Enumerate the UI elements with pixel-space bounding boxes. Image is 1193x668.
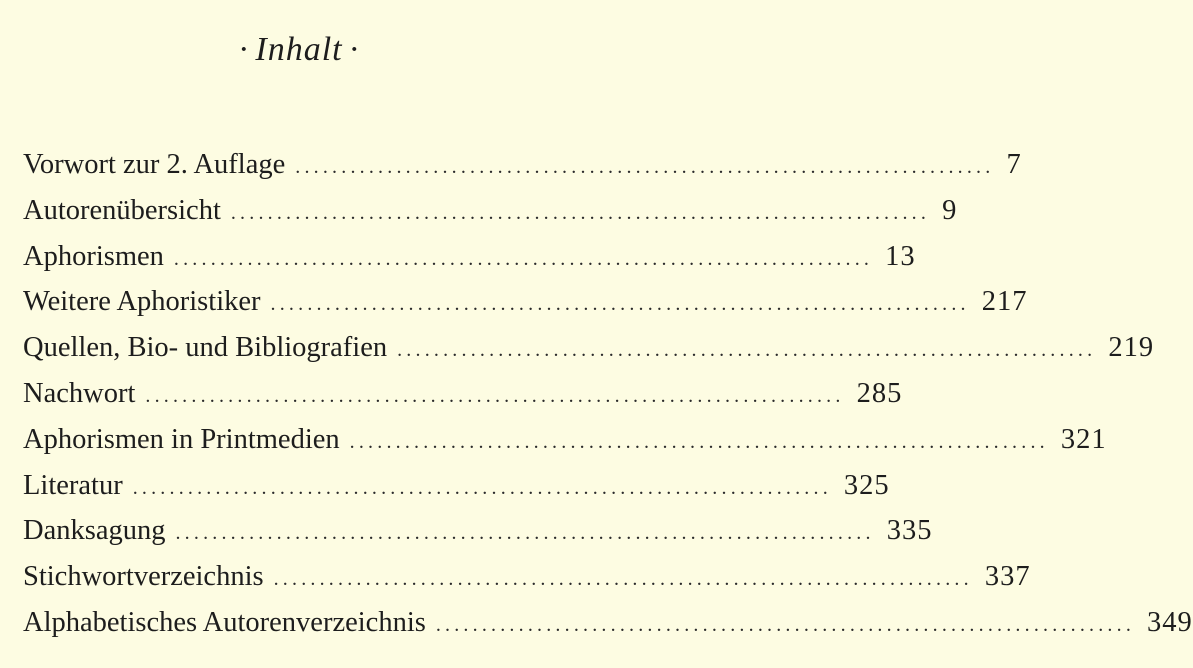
toc-entry-page: 7 [1006,149,1022,180]
dot-leader: ............................................................................ [273,568,973,591]
dot-leader: ............................................................................ [435,613,1136,636]
toc-entry-label: Weitere Aphoristiker [23,286,261,318]
dot-leader: ............................................................................ [173,247,874,270]
heading-ornament-left: · [238,31,250,68]
toc-entry-page: 321 [1060,423,1107,455]
toc-entry-page: 217 [981,286,1028,318]
page-title [0,28,598,72]
heading-title: Inhalt [255,31,343,68]
toc-entry-vorwort[interactable] [23,142,1022,188]
toc-entry-literatur[interactable] [23,463,890,509]
heading-ornament-right: · [348,31,360,68]
toc-entry-nachwort[interactable] [23,371,903,417]
toc-entry-page: 335 [886,515,933,547]
toc-entry-label: Aphorismen [23,240,164,272]
toc-entry-danksagung[interactable] [23,508,933,554]
dot-leader: ............................................................................ [132,476,832,499]
toc-entry-label: Vorwort zur 2. Auflage [23,149,286,180]
dot-leader: ............................................................................ [349,430,1049,453]
toc-entry-page: 349 [1147,606,1193,638]
toc-entry-page: 337 [984,561,1031,593]
toc-entry-autorenverzeichnis[interactable] [23,600,1193,646]
toc-entry-stichwortverzeichnis[interactable] [23,554,1031,600]
toc-entry-label: Stichwortverzeichnis [23,561,264,593]
toc-entry-printmedien[interactable] [23,417,1107,463]
dot-leader: ............................................................................ [145,384,845,407]
toc-entry-page: 9 [942,194,958,226]
toc-entry-label: Quellen, Bio- und Bibliografien [23,332,388,364]
toc-entry-autorenuebersicht[interactable] [23,188,958,234]
dot-leader: ............................................................................ [175,522,875,545]
toc-entry-page: 325 [843,469,890,501]
toc-entry-label: Nachwort [23,377,136,409]
toc-entry-quellen[interactable] [23,325,1155,371]
dot-leader: ............................................................................ [230,201,931,224]
toc-entry-label: Aphorismen in Printmedien [23,423,340,455]
toc-entry-weitere-aphoristiker[interactable] [23,279,1028,325]
table-of-contents [23,142,1193,646]
dot-leader: ............................................................................ [295,156,995,178]
toc-entry-label: Danksagung [23,515,166,547]
toc-entry-label: Autorenübersicht [23,194,221,226]
toc-entry-page: 285 [856,377,903,409]
toc-entry-label: Literatur [23,469,123,501]
toc-entry-aphorismen[interactable] [23,234,916,280]
toc-entry-page: 13 [885,240,916,272]
dot-leader: ............................................................................ [270,293,970,316]
dot-leader: ............................................................................ [397,339,1097,362]
toc-entry-label: Alphabetisches Autorenverzeichnis [23,606,426,638]
toc-entry-page: 219 [1108,332,1155,364]
